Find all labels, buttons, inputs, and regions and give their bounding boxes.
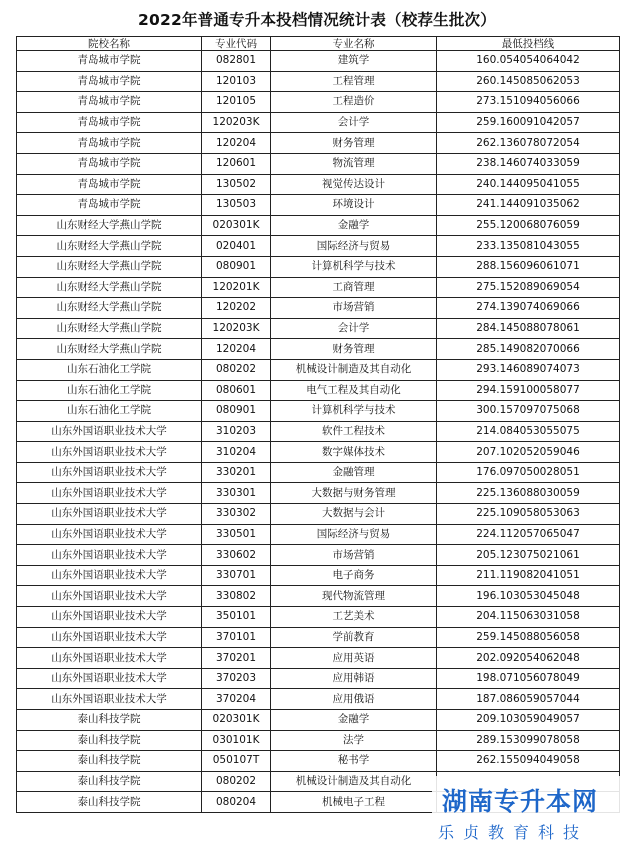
- cell-major-name: 建筑学: [271, 51, 437, 72]
- cell-major-code: 020301K: [202, 710, 271, 731]
- table-row: [17, 71, 620, 92]
- cell-major-code: 080204: [202, 792, 271, 813]
- cell-major-code: 370203: [202, 668, 271, 689]
- table-row: [17, 751, 620, 772]
- cell-min-score: 238.146074033059: [437, 153, 620, 174]
- cell-major-name: 机械电子工程: [271, 792, 437, 813]
- table-row: [17, 483, 620, 504]
- cell-min-score: 300.157097075068: [437, 401, 620, 422]
- cell-major-name: 机械设计制造及其自动化: [271, 771, 437, 792]
- cell-min-score: 205.123075021061: [437, 545, 620, 566]
- cell-min-score: 284.145088078061: [437, 318, 620, 339]
- cell-major-name: 国际经济与贸易: [271, 524, 437, 545]
- cell-school: 山东外国语职业技术大学: [17, 648, 202, 669]
- header-school: 院校名称: [17, 37, 202, 51]
- table-header-row: [17, 37, 620, 51]
- cell-school: 青岛城市学院: [17, 71, 202, 92]
- table-row: [17, 627, 620, 648]
- table-row: [17, 380, 620, 401]
- cell-major-code: 120203K: [202, 318, 271, 339]
- cell-school: 山东石油化工学院: [17, 401, 202, 422]
- cell-major-code: 082801: [202, 51, 271, 72]
- table-row: [17, 112, 620, 133]
- cell-school: 青岛城市学院: [17, 195, 202, 216]
- watermark-main-text: 湖南专升本网: [442, 787, 599, 816]
- cell-min-score: 285.149082070066: [437, 339, 620, 360]
- table-row: [17, 339, 620, 360]
- cell-min-score: 260.145085062053: [437, 71, 620, 92]
- cell-min-score: 259.145088056058: [437, 627, 620, 648]
- table-row: [17, 92, 620, 113]
- cell-school: 山东外国语职业技术大学: [17, 504, 202, 525]
- cell-major-name: 应用俄语: [271, 689, 437, 710]
- table-row: [17, 545, 620, 566]
- table-row: [17, 524, 620, 545]
- table-row: [17, 133, 620, 154]
- table-row: [17, 710, 620, 731]
- table-row: [17, 730, 620, 751]
- cell-major-code: 330802: [202, 586, 271, 607]
- header-major-name: 专业名称: [271, 37, 437, 51]
- table-row: [17, 668, 620, 689]
- cell-major-name: 视觉传达设计: [271, 174, 437, 195]
- cell-major-code: 080202: [202, 359, 271, 380]
- cell-min-score: 240.144095041055: [437, 174, 620, 195]
- cell-school: 青岛城市学院: [17, 174, 202, 195]
- table-row: [17, 195, 620, 216]
- cell-school: 青岛城市学院: [17, 51, 202, 72]
- cell-school: 山东外国语职业技术大学: [17, 483, 202, 504]
- cell-school: 泰山科技学院: [17, 771, 202, 792]
- table-row: [17, 215, 620, 236]
- cell-min-score: 209.103059049057: [437, 710, 620, 731]
- cell-school: 泰山科技学院: [17, 751, 202, 772]
- cell-school: 青岛城市学院: [17, 92, 202, 113]
- cell-min-score: 202.092054062048: [437, 648, 620, 669]
- cell-school: 泰山科技学院: [17, 730, 202, 751]
- cell-major-code: 350101: [202, 607, 271, 628]
- cell-major-name: 计算机科学与技术: [271, 401, 437, 422]
- cell-major-name: 会计学: [271, 318, 437, 339]
- cell-school: 山东外国语职业技术大学: [17, 524, 202, 545]
- cell-school: 山东外国语职业技术大学: [17, 442, 202, 463]
- cell-major-name: 会计学: [271, 112, 437, 133]
- cell-major-code: 080901: [202, 256, 271, 277]
- cell-major-code: 120105: [202, 92, 271, 113]
- table-row: [17, 236, 620, 257]
- cell-major-name: 电子商务: [271, 565, 437, 586]
- cell-min-score: 255.120068076059: [437, 215, 620, 236]
- cell-major-name: 应用韩语: [271, 668, 437, 689]
- admission-table: [16, 36, 620, 813]
- cell-min-score: 259.160091042057: [437, 112, 620, 133]
- cell-major-code: 120103: [202, 71, 271, 92]
- cell-major-name: 大数据与财务管理: [271, 483, 437, 504]
- cell-min-score: 274.139074069066: [437, 298, 620, 319]
- table-row: [17, 607, 620, 628]
- cell-major-name: 环境设计: [271, 195, 437, 216]
- cell-major-name: 工商管理: [271, 277, 437, 298]
- cell-major-code: 330201: [202, 462, 271, 483]
- cell-school: 山东财经大学燕山学院: [17, 298, 202, 319]
- cell-major-name: 数字媒体技术: [271, 442, 437, 463]
- cell-school: 山东财经大学燕山学院: [17, 236, 202, 257]
- cell-major-name: 计算机科学与技术: [271, 256, 437, 277]
- cell-major-code: 050107T: [202, 751, 271, 772]
- cell-school: 山东外国语职业技术大学: [17, 421, 202, 442]
- cell-school: 山东外国语职业技术大学: [17, 668, 202, 689]
- cell-major-code: 330602: [202, 545, 271, 566]
- cell-min-score: 214.084053055075: [437, 421, 620, 442]
- cell-school: 山东外国语职业技术大学: [17, 607, 202, 628]
- cell-min-score: 176.097050028051: [437, 462, 620, 483]
- cell-min-score: 187.086059057044: [437, 689, 620, 710]
- cell-major-code: 120204: [202, 133, 271, 154]
- cell-major-code: 120601: [202, 153, 271, 174]
- watermark-sub-text: 乐贞教育科技: [438, 823, 589, 842]
- watermark: [432, 776, 634, 845]
- cell-school: 山东财经大学燕山学院: [17, 318, 202, 339]
- cell-major-code: 020301K: [202, 215, 271, 236]
- table-row: [17, 421, 620, 442]
- table-row: [17, 689, 620, 710]
- cell-major-name: 金融学: [271, 215, 437, 236]
- cell-major-name: 财务管理: [271, 133, 437, 154]
- cell-major-code: 310203: [202, 421, 271, 442]
- cell-min-score: 262.136078072054: [437, 133, 620, 154]
- cell-major-name: 电气工程及其自动化: [271, 380, 437, 401]
- cell-major-code: 130502: [202, 174, 271, 195]
- table-row: [17, 153, 620, 174]
- cell-major-code: 080202: [202, 771, 271, 792]
- cell-major-name: 秘书学: [271, 751, 437, 772]
- cell-major-name: 法学: [271, 730, 437, 751]
- table-row: [17, 359, 620, 380]
- cell-min-score: 294.159100058077: [437, 380, 620, 401]
- cell-school: 山东外国语职业技术大学: [17, 565, 202, 586]
- cell-school: 山东外国语职业技术大学: [17, 586, 202, 607]
- cell-min-score: 275.152089069054: [437, 277, 620, 298]
- table-row: [17, 442, 620, 463]
- cell-min-score: 233.135081043055: [437, 236, 620, 257]
- cell-major-name: 机械设计制造及其自动化: [271, 359, 437, 380]
- table-row: [17, 318, 620, 339]
- cell-school: 泰山科技学院: [17, 792, 202, 813]
- cell-school: 青岛城市学院: [17, 153, 202, 174]
- cell-major-code: 370101: [202, 627, 271, 648]
- table-row: [17, 648, 620, 669]
- cell-school: 青岛城市学院: [17, 112, 202, 133]
- cell-min-score: 289.153099078058: [437, 730, 620, 751]
- cell-major-name: 现代物流管理: [271, 586, 437, 607]
- table-row: [17, 565, 620, 586]
- cell-major-code: 330501: [202, 524, 271, 545]
- header-major-code: 专业代码: [202, 37, 271, 51]
- table-row: [17, 174, 620, 195]
- header-min-score: 最低投档线: [437, 37, 620, 51]
- cell-major-code: 120204: [202, 339, 271, 360]
- table-row: [17, 462, 620, 483]
- cell-min-score: 288.156096061071: [437, 256, 620, 277]
- table-row: [17, 298, 620, 319]
- cell-school: 泰山科技学院: [17, 710, 202, 731]
- cell-school: 青岛城市学院: [17, 133, 202, 154]
- table-row: [17, 401, 620, 422]
- cell-major-name: 国际经济与贸易: [271, 236, 437, 257]
- cell-min-score: 198.071056078049: [437, 668, 620, 689]
- cell-major-name: 财务管理: [271, 339, 437, 360]
- cell-min-score: 293.146089074073: [437, 359, 620, 380]
- cell-major-name: 学前教育: [271, 627, 437, 648]
- cell-major-code: 310204: [202, 442, 271, 463]
- cell-major-code: 080601: [202, 380, 271, 401]
- cell-school: 山东石油化工学院: [17, 380, 202, 401]
- cell-major-code: 120202: [202, 298, 271, 319]
- cell-major-code: 330301: [202, 483, 271, 504]
- cell-major-code: 120201K: [202, 277, 271, 298]
- cell-major-code: 020401: [202, 236, 271, 257]
- cell-major-code: 370204: [202, 689, 271, 710]
- cell-school: 山东外国语职业技术大学: [17, 545, 202, 566]
- cell-min-score: 225.136088030059: [437, 483, 620, 504]
- cell-major-code: 120203K: [202, 112, 271, 133]
- cell-min-score: 262.155094049058: [437, 751, 620, 772]
- page-title: 2022年普通专升本投档情况统计表（校荐生批次）: [138, 11, 496, 29]
- table-row: [17, 586, 620, 607]
- cell-major-name: 金融管理: [271, 462, 437, 483]
- cell-major-name: 金融学: [271, 710, 437, 731]
- cell-min-score: 273.151094056066: [437, 92, 620, 113]
- cell-min-score: 204.115063031058: [437, 607, 620, 628]
- cell-school: 山东财经大学燕山学院: [17, 277, 202, 298]
- cell-major-name: 工程造价: [271, 92, 437, 113]
- table-row: [17, 277, 620, 298]
- cell-major-code: 330701: [202, 565, 271, 586]
- table-row: [17, 504, 620, 525]
- cell-school: 山东外国语职业技术大学: [17, 627, 202, 648]
- cell-school: 山东财经大学燕山学院: [17, 256, 202, 277]
- cell-major-name: 软件工程技术: [271, 421, 437, 442]
- cell-major-name: 应用英语: [271, 648, 437, 669]
- cell-min-score: 225.109058053063: [437, 504, 620, 525]
- cell-major-name: 大数据与会计: [271, 504, 437, 525]
- cell-min-score: 160.054054064042: [437, 51, 620, 72]
- cell-major-name: 工程管理: [271, 71, 437, 92]
- cell-major-name: 工艺美术: [271, 607, 437, 628]
- cell-min-score: 211.119082041051: [437, 565, 620, 586]
- cell-min-score: 241.144091035062: [437, 195, 620, 216]
- cell-min-score: 207.102052059046: [437, 442, 620, 463]
- cell-min-score: 196.103053045048: [437, 586, 620, 607]
- cell-school: 山东石油化工学院: [17, 359, 202, 380]
- table-row: [17, 51, 620, 72]
- cell-major-code: 130503: [202, 195, 271, 216]
- cell-school: 山东外国语职业技术大学: [17, 689, 202, 710]
- table-body: [17, 51, 620, 813]
- cell-major-code: 330302: [202, 504, 271, 525]
- cell-major-name: 市场营销: [271, 298, 437, 319]
- cell-major-code: 030101K: [202, 730, 271, 751]
- cell-school: 山东财经大学燕山学院: [17, 339, 202, 360]
- cell-school: 山东外国语职业技术大学: [17, 462, 202, 483]
- cell-major-name: 市场营销: [271, 545, 437, 566]
- table-row: [17, 256, 620, 277]
- cell-major-code: 080901: [202, 401, 271, 422]
- cell-major-code: 370201: [202, 648, 271, 669]
- cell-major-name: 物流管理: [271, 153, 437, 174]
- cell-school: 山东财经大学燕山学院: [17, 215, 202, 236]
- cell-min-score: 224.112057065047: [437, 524, 620, 545]
